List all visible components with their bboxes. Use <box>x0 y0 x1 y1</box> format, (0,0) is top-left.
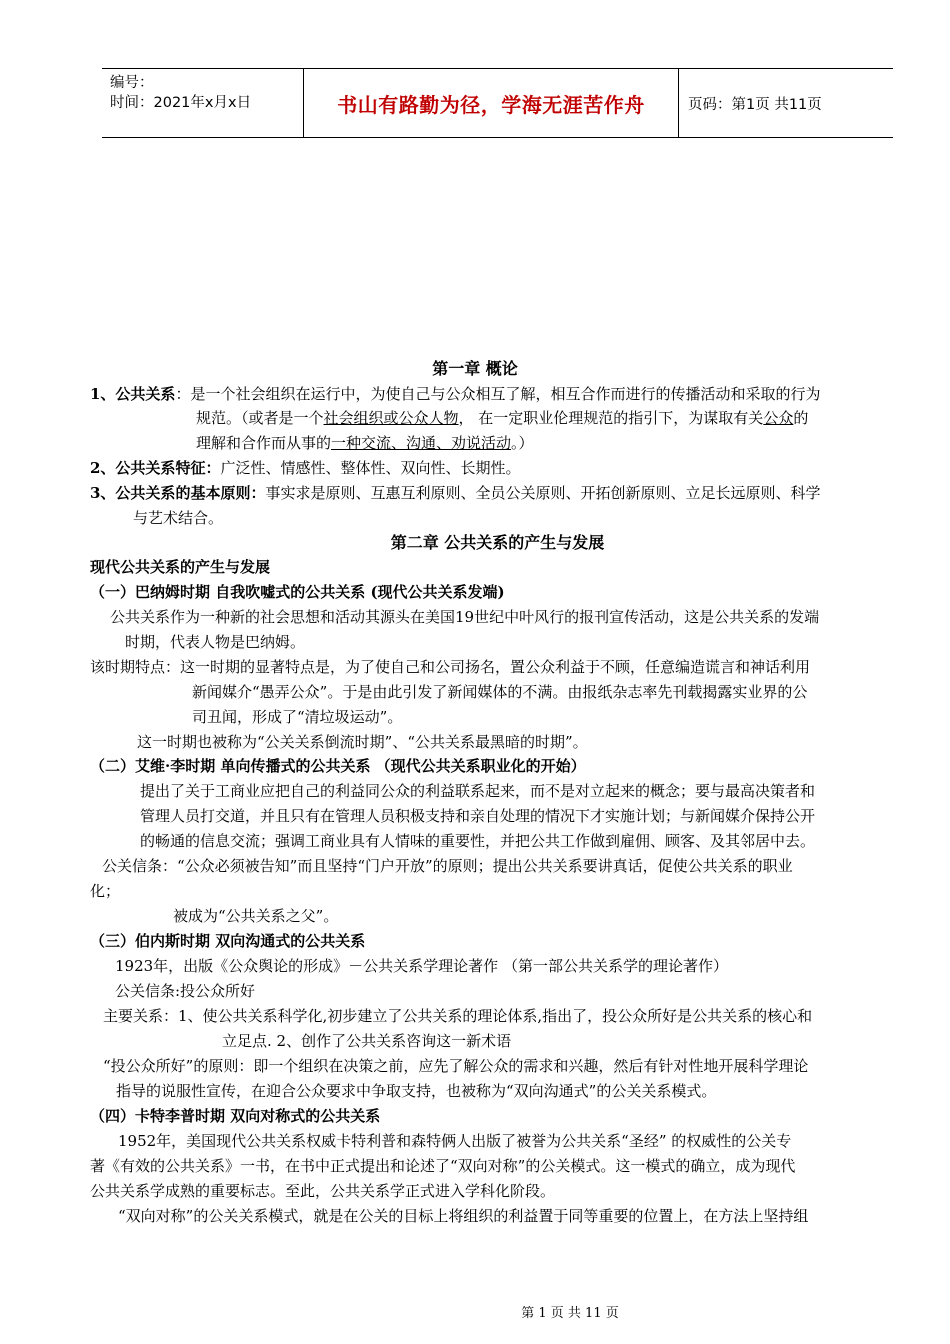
underlined-term: 一种交流、沟通、劝说活动 <box>331 434 512 452</box>
page-header <box>102 68 893 138</box>
paragraph-line: 的畅通的信息交流；强调工商业具有人情味的重要性，并把公共工作做到雇佣、顾客、及其邻居中去。 <box>140 832 816 850</box>
paragraph-line: 著《有效的公共关系》一书，在书中正式提出和论述了“双向对称”的公关模式。这一模式的确立，成为现代 <box>90 1157 796 1175</box>
header-divider <box>678 69 679 137</box>
text-run: 。） <box>511 434 534 452</box>
ch1-item2-label: 2、公共关系特征： <box>90 459 221 477</box>
header-motto: 书山有路勤为径，学海无涯苦作舟 <box>337 92 645 117</box>
paragraph-line: 1952年，美国现代公共关系权威卡特利普和森特俩人出版了被誉为公共关系“圣经” 的权威性的公关专 <box>118 1132 792 1150</box>
paragraph-line: “双向对称”的公关关系模式，就是在公关的目标上将组织的利益置于同等重要的位置上，在方法上坚持组 <box>118 1207 809 1225</box>
underlined-term: 社会组织或公众人物 <box>323 409 459 427</box>
ch1-item2 <box>90 458 520 478</box>
chapter1-title: 第一章 概论 <box>432 359 518 378</box>
chapter2-subtitle: 现代公共关系的产生与发展 <box>90 558 271 576</box>
section2-heading: （二）艾维·李时期 单向传播式的公共关系 （现代公共关系职业化的开始） <box>90 757 586 775</box>
paragraph-line: 公关信条:投公众所好 <box>115 982 256 1000</box>
ch1-item2-text: 广泛性、情感性、整体性、双向性、长期性。 <box>220 459 521 477</box>
paragraph-line: 公共关系学成熟的重要标志。至此，公共关系学正式进入学科化阶段。 <box>90 1182 556 1200</box>
paragraph-line: 化； <box>90 882 121 900</box>
paragraph-line: 新闻媒介“愚弄公众”。于是由此引发了新闻媒体的不满。由报纸杂志率先刊载揭露实业界的公 <box>192 683 808 701</box>
paragraph-line: 管理人员打交道，并且只有在管理人员积极支持和亲自处理的情况下才实施计划；与新闻媒介保持公开 <box>140 807 816 825</box>
ch1-item1-line2 <box>196 408 808 428</box>
ch1-item1-text: ：是一个社会组织在运行中，为使自己与公众相互了解，相互合作而进行的传播活动和采取的行为 <box>175 385 821 403</box>
paragraph-line: 1923年，出版《公众舆论的形成》－公共关系学理论著作 （第一部公共关系学的理论著作） <box>115 957 728 975</box>
header-meta <box>110 73 300 113</box>
section1-heading: （一）巴纳姆时期 自我吹嘘式的公共关系 (现代公共关系发端) <box>90 583 505 601</box>
ch1-item1-line3 <box>196 433 534 453</box>
paragraph-line: 该时期特点：这一时期的显著特点是，为了使自己和公司扬名，置公众利益于不顾，任意编造谎言和神话利用 <box>90 658 811 676</box>
ch1-item3-label: 3、公共关系的基本原则： <box>90 484 266 502</box>
paragraph-line: 公共关系作为一种新的社会思想和活动其源头在美国19世纪中叶风行的报刊宣传活动，这是公共关系的发端 <box>110 608 820 626</box>
text-run: 理解和合作而从事的 <box>196 434 332 452</box>
paragraph-line: 时期，代表人物是巴纳姆。 <box>125 633 306 651</box>
ch1-item1-label: 1、公共关系 <box>90 385 176 403</box>
ch1-item1-line1 <box>90 384 820 404</box>
section4-heading: （四）卡特李普时期 双向对称式的公共关系 <box>90 1107 381 1125</box>
text-run: ， 在一定职业伦理规范的指引下，为谋取有关 <box>458 409 764 427</box>
section3-heading: （三）伯内斯时期 双向沟通式的公共关系 <box>90 932 366 950</box>
paragraph-line: 这一时期也被称为“公关关系倒流时期”、“公共关系最黑暗的时期”。 <box>137 733 588 751</box>
paragraph-line: 司丑闻，形成了“清垃圾运动”。 <box>192 708 403 726</box>
document-number-label: 编号： <box>110 75 154 91</box>
underlined-term: 公众 <box>763 409 794 427</box>
chapter2-title: 第二章 公共关系的产生与发展 <box>390 533 605 552</box>
paragraph-line: 被成为“公共关系之父”。 <box>173 907 339 925</box>
paragraph-line: 主要关系：1、使公共关系科学化,初步建立了公共关系的理论体系,指出了，投公众所好是公共关系的核心和 <box>103 1007 813 1025</box>
text-run: 规范。（或者是一个 <box>196 409 324 427</box>
paragraph-line: 提出了关于工商业应把自己的利益同公众的利益联系起来，而不是对立起来的概念；要与最高决策者和 <box>140 782 816 800</box>
paragraph-line: 指导的说服性宣传，在迎合公众要求中争取支持，也被称为“双向沟通式”的公关关系模式。 <box>116 1082 717 1100</box>
paragraph-line: 立足点. 2、创作了公共关系咨询这一新术语 <box>222 1032 512 1050</box>
page-footer: 第 1 页 共 11 页 <box>521 1306 619 1321</box>
paragraph-line: 公关信条：“公众必须被告知”而且坚持“门户开放”的原则；提出公共关系要讲真话，促使公共关系的职业 <box>102 857 793 875</box>
document-time: 时间：2021年x月x日 <box>110 95 252 111</box>
text-run: 的 <box>793 409 809 427</box>
ch1-item3-text: 事实求是原则、互惠互利原则、全员公关原则、开拓创新原则、立足长远原则、科学 <box>265 484 821 502</box>
header-page-info: 页码：第1页 共11页 <box>688 96 822 113</box>
paragraph-line: “投公众所好”的原则：即一个组织在决策之前，应先了解公众的需求和兴趣，然后有针对性地开展科学理论 <box>103 1057 809 1075</box>
ch1-item3 <box>90 483 820 503</box>
ch1-item3-cont: 与艺术结合。 <box>133 509 224 527</box>
